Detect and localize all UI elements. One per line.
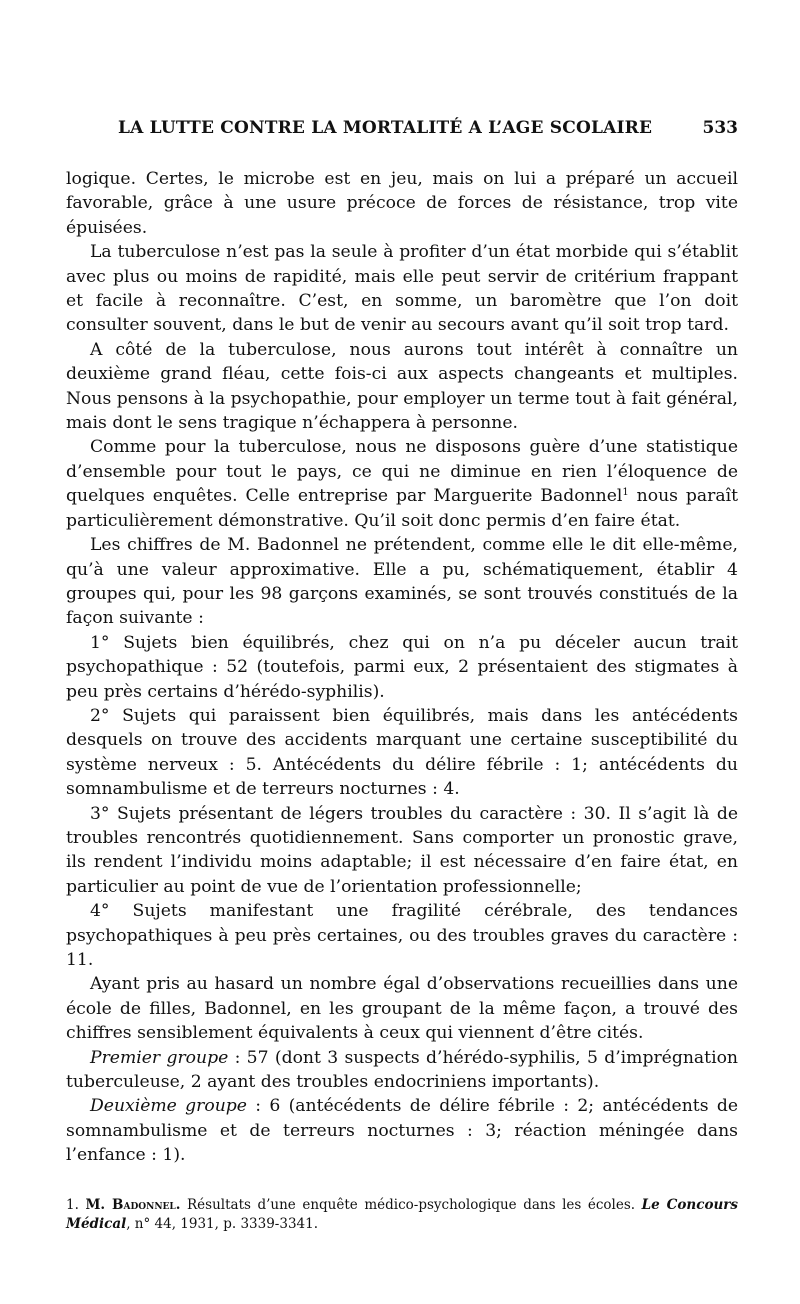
paragraph-5: Les chiffres de M. Badonnel ne prétendent, comme elle le dit elle-même, qu’à une valeur approximative. Elle a pu, schématiquement, établir 4 groupes qui, pour les 98 garçons examinés, se sont trouvés constitués de la façon suivante : [66, 535, 738, 629]
group-1-label: Premier groupe [90, 1047, 229, 1068]
group-2-paragraph [66, 1094, 738, 1167]
group-2-text: : 6 (antécédents de délire fébrile : 2; antécédents de somnambulisme et de terreurs nocturnes : 3; réaction méningée dans l’enfance : 1). [66, 1096, 738, 1166]
page-number: 533 [702, 118, 738, 138]
group-1-text: : 57 (dont 3 suspects d’hérédo-syphilis, 5 d’imprégnation tuberculeuse, 2 ayant des troubles endocriniens importants). [66, 1047, 738, 1093]
paragraph-4 [66, 435, 738, 533]
footnote-journal: Le Concours Médical [66, 1197, 738, 1232]
paragraph-1: logique. Certes, le microbe est en jeu, mais on lui a préparé un accueil favorable, grâce à une usure précoce de forces de résistance, trop vite épuisées. [66, 169, 738, 238]
footnote-details: , n° 44, 1931, p. 3339-3341. [126, 1216, 319, 1232]
footnote-reference: 1 [622, 487, 629, 499]
running-title: LA LUTTE CONTRE LA MORTALITÉ A L’AGE SCOLAIRE [118, 118, 653, 138]
paragraph-6: Ayant pris au hasard un nombre égal d’observations recueillies dans une école de filles, Badonnel, en les groupant de la même façon, a trouvé des chiffres sensiblement équivalents à ceux qui viennent d’être cités. [66, 974, 738, 1044]
body-text [66, 167, 738, 1168]
footnote-author: M. Badonnel. [85, 1197, 181, 1213]
list-item-4: 4° Sujets manifestant une fragilité cérébrale, des tendances psychopathiques à peu près certaines, ou des troubles graves du caractère : 11. [66, 901, 738, 970]
list-item-2: 2° Sujets qui paraissent bien équilibrés, mais dans les antécédents desquels on trouve des accidents marquant une certaine susceptibilité du système nerveux : 5. Antécédents du délire fébrile : 1; antécédents du somnambulisme et de terreurs nocturnes : 4. [66, 705, 738, 800]
list-item-3: 3° Sujets présentant de légers troubles du caractère : 30. Il s’agit là de troubles rencontrés quotidiennement. Sans comporter un pronostic grave, ils rendent l’individu moins adaptable; il est nécessaire d’en faire état, en particulier au point de vue de l’orientation professionnelle; [66, 803, 738, 897]
footnote-text: Résultats d’une enquête médico-psychologique dans les écoles. [180, 1197, 642, 1213]
page-header [66, 118, 738, 148]
group-1-paragraph [66, 1046, 738, 1095]
paragraph-4-text-b: nous paraît particulièrement démonstrative. Qu’il soit donc permis d’en faire état. [66, 486, 738, 531]
paragraph-2: La tuberculose n’est pas la seule à profiter d’un état morbide qui s’établit avec plus ou moins de rapidité, mais elle peut servir de critérium frappant et facile à reconnaître. C’est, en somme, un baromètre que l’on doit consulter souvent, dans le but de venir au secours avant qu’il soit trop tard. [66, 242, 738, 336]
footnote-1 [66, 1196, 738, 1234]
group-2-label: Deuxième groupe [90, 1096, 247, 1117]
footnotes [66, 1196, 738, 1234]
list-item-1: 1° Sujets bien équilibrés, chez qui on n’a pu déceler aucun trait psychopathique : 52 (toutefois, parmi eux, 2 présentaient des stigmates à peu près certains d’hérédo-syphilis). [66, 632, 738, 702]
paragraph-3: A côté de la tuberculose, nous aurons tout intérêt à connaître un deuxième grand fléau, cette fois-ci aux aspects changeants et multiples. Nous pensons à la psychopathie, pour employer un terme tout à fait général, mais dont le sens tragique n’échappera à personne. [66, 339, 738, 434]
paragraph-4-text-a: Comme pour la tuberculose, nous ne disposons guère d’une statistique d’ensemble pour tout le pays, ce qui ne diminue en rien l’éloquence de quelques enquêtes. Celle entreprise par Marguerite Badonnel [66, 437, 738, 507]
footnote-number: 1. [66, 1197, 79, 1213]
